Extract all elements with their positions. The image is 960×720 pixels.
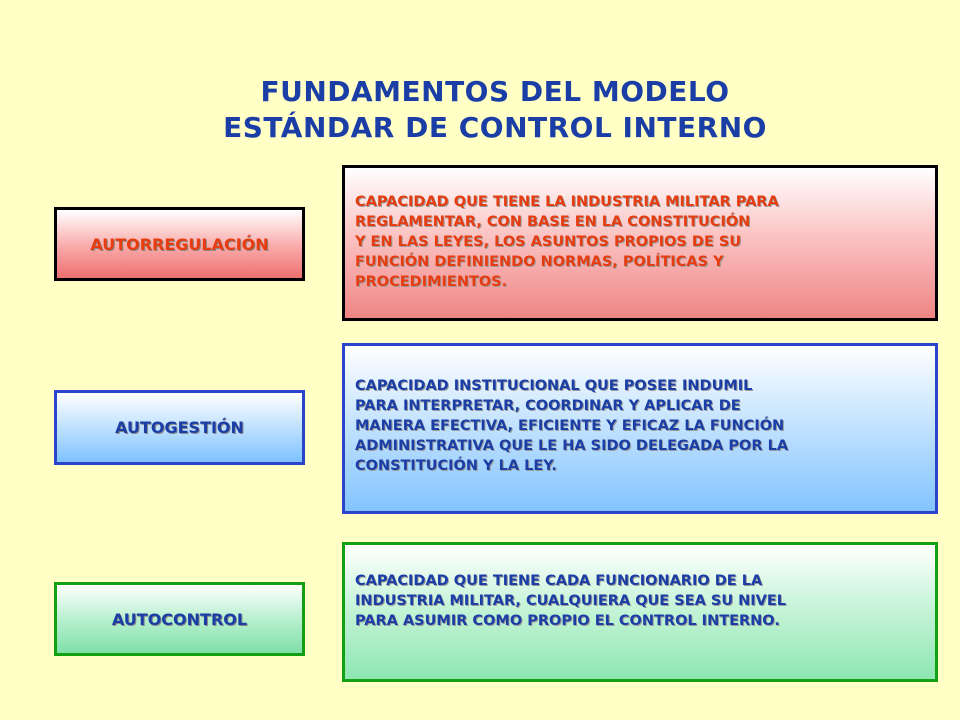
description-line: INDUSTRIA MILITAR, CUALQUIERA QUE SEA SU NIVEL	[355, 593, 787, 609]
description-line: CAPACIDAD INSTITUCIONAL QUE POSEE INDUMIL	[355, 378, 753, 394]
description-line: PARA ASUMIR COMO PROPIO EL CONTROL INTERNO.	[355, 613, 780, 629]
title-line-1: FUNDAMENTOS DEL MODELO	[260, 75, 730, 108]
description-line: CAPACIDAD QUE TIENE LA INDUSTRIA MILITAR PARA	[355, 194, 779, 210]
autogestion-description-box	[342, 343, 938, 514]
autorregulacion-label-box	[54, 207, 305, 281]
page-title	[0, 74, 960, 146]
description-line: PROCEDIMIENTOS.	[355, 274, 508, 290]
description-line: REGLAMENTAR, CON BASE EN LA CONSTITUCIÓN	[355, 214, 751, 230]
autocontrol-label: AUTOCONTROL	[111, 609, 248, 629]
description-line: CAPACIDAD QUE TIENE CADA FUNCIONARIO DE LA	[355, 573, 763, 589]
description-line: ADMINISTRATIVA QUE LE HA SIDO DELEGADA POR LA	[355, 438, 789, 454]
description-line: CONSTITUCIÓN Y LA LEY.	[355, 458, 557, 474]
description-line: FUNCIÓN DEFINIENDO NORMAS, POLÍTICAS Y	[355, 254, 724, 270]
description-line: PARA INTERPRETAR, COORDINAR Y APLICAR DE	[355, 398, 741, 414]
title-line-2: ESTÁNDAR DE CONTROL INTERNO	[223, 111, 767, 144]
autogestion-label-box	[54, 390, 305, 465]
autocontrol-description-box	[342, 542, 938, 682]
description-line: MANERA EFECTIVA, EFICIENTE Y EFICAZ LA FUNCIÓN	[355, 418, 785, 434]
autorregulacion-label: AUTORREGULACIÓN	[90, 234, 269, 254]
description-line: Y EN LAS LEYES, LOS ASUNTOS PROPIOS DE SU	[355, 234, 742, 250]
autorregulacion-description-box	[342, 165, 938, 321]
autocontrol-label-box	[54, 582, 305, 656]
autogestion-label: AUTOGESTIÓN	[115, 418, 244, 437]
